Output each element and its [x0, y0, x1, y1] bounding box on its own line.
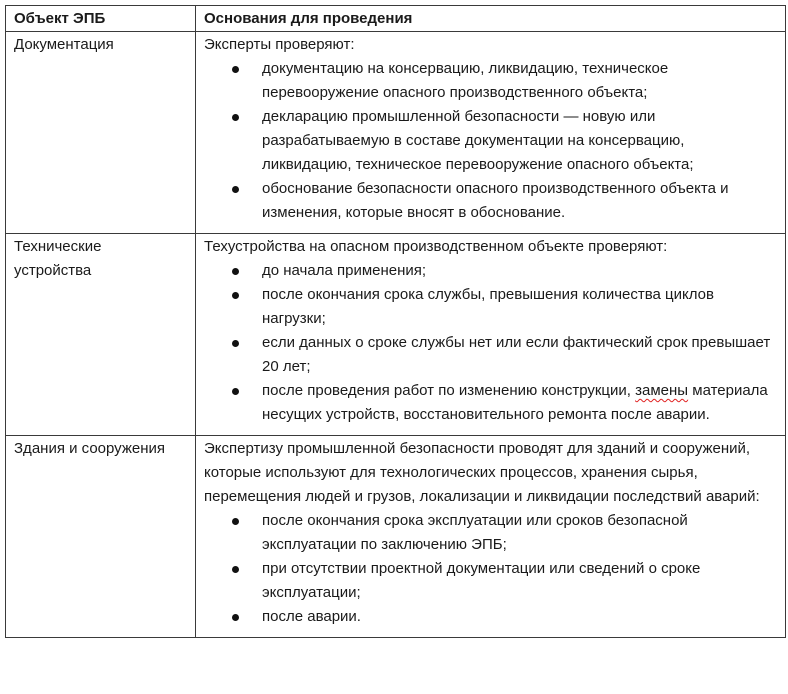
object-cell: Документация	[6, 32, 196, 234]
header-grounds: Основания для проведения	[196, 6, 786, 32]
grounds-cell	[196, 234, 786, 436]
table-row	[6, 436, 786, 638]
table-header-row	[6, 6, 786, 32]
list-item: обоснование безопасности опасного производственного объекта и изменения, которые вносят в обоснование.	[204, 177, 777, 225]
grounds-cell	[196, 32, 786, 234]
list-item: декларацию промышленной безопасности — новую или разрабатываемую в составе документации на консервацию, ликвидацию, техническое перевооружение опасного объекта;	[204, 105, 777, 177]
object-label: Технические устройства	[14, 238, 102, 279]
epb-table	[5, 5, 786, 638]
header-object: Объект ЭПБ	[6, 6, 196, 32]
table-row	[6, 234, 786, 436]
list-item: если данных о сроке службы нет или если фактический срок превышает 20 лет;	[204, 331, 777, 379]
grounds-list	[204, 57, 777, 225]
object-cell: Здания и сооружения	[6, 436, 196, 638]
list-item	[204, 379, 777, 427]
list-item: после окончания срока службы, превышения количества циклов нагрузки;	[204, 283, 777, 331]
spellcheck-flagged-word[interactable]: замены	[635, 382, 689, 399]
grounds-list	[204, 509, 777, 629]
grounds-intro: Техустройства на опасном производственном объекте проверяют:	[204, 238, 668, 255]
object-cell	[6, 234, 196, 436]
grounds-intro: Экспертизу промышленной безопасности проводят для зданий и сооружений, которые используют для технологических процессов, хранения сырья, перемещения людей и грузов, локализации и ликвидации последствий аварий:	[204, 440, 760, 505]
grounds-cell	[196, 436, 786, 638]
list-item-text: после проведения работ по изменению конструкции,	[262, 382, 631, 399]
grounds-list	[204, 259, 777, 427]
list-item: после окончания срока эксплуатации или сроков безопасной эксплуатации по заключению ЭПБ;	[204, 509, 777, 557]
grounds-intro: Эксперты проверяют:	[204, 36, 355, 53]
list-item-text: материала несущих устройств, восстановительного ремонта после аварии.	[262, 382, 768, 423]
list-item: после аварии.	[204, 605, 777, 629]
list-item: документацию на консервацию, ликвидацию, техническое перевооружение опасного производственного объекта;	[204, 57, 777, 105]
list-item: до начала применения;	[204, 259, 777, 283]
list-item: при отсутствии проектной документации или сведений о сроке эксплуатации;	[204, 557, 777, 605]
table-row	[6, 32, 786, 234]
